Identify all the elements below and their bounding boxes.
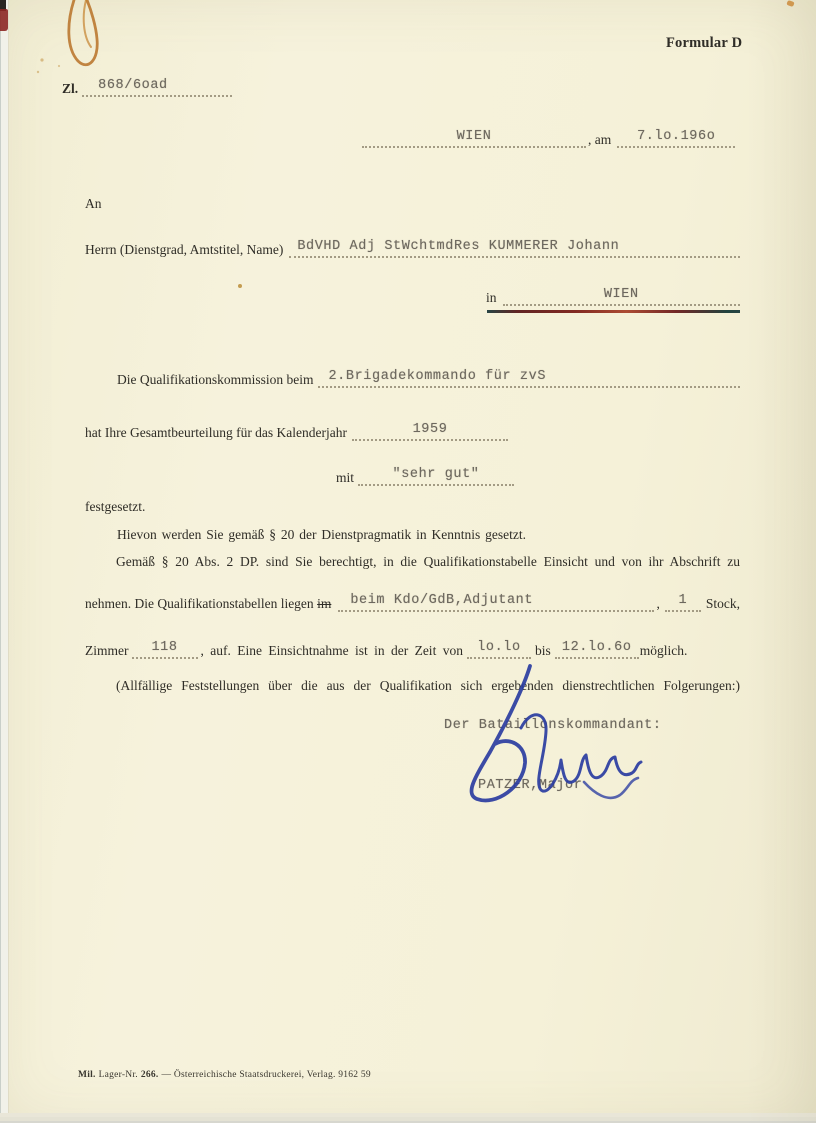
location-value: beim Kdo/GdB,Adjutant (350, 592, 534, 608)
nehmen-label: nehmen. Die Qualifikationstabellen liegen (85, 596, 318, 612)
in-row (486, 282, 740, 306)
commission-value: 2.Brigadekommando für zvS (328, 368, 547, 384)
date-value: 7.lo.196o (637, 128, 716, 144)
room-time-row (85, 635, 745, 659)
auf-label: , auf. Eine Einsichtnahme ist in der Zeit von (200, 643, 463, 659)
imprint-prefix: Mil. (78, 1070, 96, 1080)
ink-speck-icon (238, 284, 242, 288)
stock-label: Stock, (705, 596, 740, 612)
corner-mark-red (0, 9, 8, 31)
location-field (338, 588, 654, 612)
zl-row (62, 73, 232, 97)
mit-label: mit (336, 470, 355, 486)
year-label: hat Ihre Gesamtbeurteilung für das Kalenderjahr (85, 425, 348, 441)
moeglich-label: möglich. (639, 643, 688, 659)
imprint-rest: — Österreichische Staatsdruckerei, Verlag. 9162 59 (161, 1070, 371, 1080)
floor-field (665, 588, 701, 612)
paper-shading (746, 0, 816, 1123)
imprint-number: 266. (140, 1070, 159, 1080)
commission-label: Die Qualifikationskommission beim (117, 372, 314, 388)
scanner-edge-left (0, 0, 9, 1123)
zl-value: 868/6oad (98, 77, 168, 93)
in-place-value: WIEN (603, 286, 639, 302)
struck-word: im (317, 596, 332, 612)
hievon-paragraph (117, 527, 526, 543)
grade-field (358, 462, 514, 486)
zl-field (82, 73, 232, 97)
an-row (85, 196, 102, 212)
time-from-value: lo.lo (477, 639, 521, 655)
place-field (362, 124, 586, 148)
name-field (289, 234, 740, 258)
date-field (617, 124, 735, 148)
time-from-field (467, 635, 531, 659)
commission-field (318, 364, 740, 388)
place-date-row (362, 124, 735, 148)
an-label: An (85, 196, 102, 211)
note-paragraph: (Allfällige Feststellungen über die aus der Qualifikation sich ergebenden dienstrechtlichen Folgerungen:) (116, 678, 740, 693)
imprint-label: Lager-Nr. (98, 1070, 138, 1080)
comma-label: , (656, 596, 660, 612)
gemaess-paragraph: Gemäß § 20 Abs. 2 DP. sind Sie berechtigt, in die Qualifikationstabelle Einsicht und von ihr Abschrift zu (116, 554, 740, 569)
year-row (85, 417, 508, 441)
year-value: 1959 (412, 421, 448, 437)
festgesetzt-label: festgesetzt. (85, 499, 146, 514)
printer-imprint (78, 1070, 374, 1080)
zimmer-label: Zimmer (85, 643, 129, 659)
commander-title: Der Bataillonskommandant: (444, 718, 662, 733)
scanner-edge-bottom (0, 1113, 816, 1123)
in-place-field (503, 282, 740, 306)
time-to-value: 12.lo.6o (561, 639, 632, 655)
name-value: BdVHD Adj StWchtmdRes KUMMERER Johann (297, 238, 620, 254)
handwritten-signature (424, 662, 659, 812)
festgesetzt-row (85, 499, 145, 515)
paperclip-stain-icon (28, 0, 118, 80)
year-field (352, 417, 508, 441)
herrn-label: Herrn (Dienstgrad, Amtstitel, Name) (85, 242, 284, 258)
scan-artifact-line (487, 310, 740, 313)
room-field (132, 635, 198, 659)
commission-row (117, 364, 740, 388)
time-to-field (555, 635, 639, 659)
room-value: 118 (151, 639, 178, 655)
place-value: WIEN (456, 128, 492, 144)
hievon-text: Hievon werden Sie gemäß § 20 der Dienstpragmatik in Kenntnis gesetzt. (117, 527, 527, 542)
recipient-row (85, 234, 740, 258)
grade-value: "sehr gut" (392, 466, 480, 482)
bis-label: bis (534, 643, 551, 659)
zl-label: Zl. (62, 81, 79, 97)
in-label: in (486, 290, 497, 306)
am-label: , am (588, 132, 612, 148)
signer-name: PATZER,Major (478, 778, 583, 793)
form-code-label: Formular D (666, 35, 743, 51)
floor-value: 1 (678, 592, 688, 608)
grade-row (336, 462, 514, 486)
location-row (85, 588, 740, 612)
